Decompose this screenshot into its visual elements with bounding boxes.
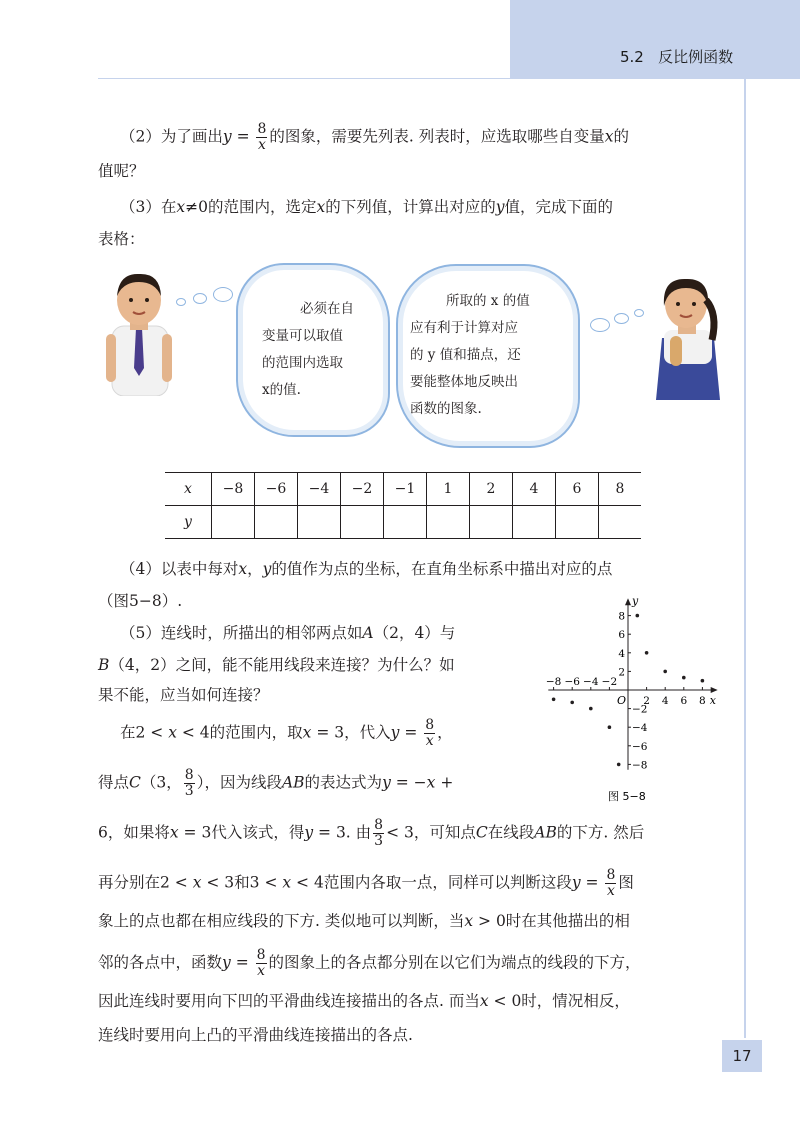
figure-caption: 图 5−8: [608, 790, 646, 803]
question-2-line-2: 值呢？: [98, 162, 145, 180]
table-cell-empty: [384, 506, 427, 539]
table-cell: −1: [384, 473, 427, 506]
data-point: [589, 707, 593, 711]
question-5-line-3: 果不能，应当如何连接？: [98, 686, 269, 704]
y-axis-arrow: [625, 598, 631, 605]
table-cell-empty: [212, 506, 255, 539]
paragraph-line-6: 邻的各点中，函数y = $\frac{8}{x}$ 的图象上的各点都分别在以它们为端点的线段的下方，: [98, 947, 641, 979]
x-tick-label: 2: [643, 695, 650, 707]
cloud-right-text: 所取的 x 的值 应有利于计算对应 的 y 值和描点，还 要能整体地反映出 函数的图象.: [410, 293, 530, 417]
table-cell-empty: [599, 506, 642, 539]
question-3-line-1: （3）在x≠0的范围内，选定x的下列值，计算出对应的y值，完成下面的: [120, 198, 614, 216]
table-header-x: x: [165, 473, 212, 506]
table-cell-empty: [556, 506, 599, 539]
y-tick-label: 2: [618, 666, 625, 679]
table-cell-empty: [513, 506, 556, 539]
section-title: 反比例函数: [658, 48, 734, 66]
data-point: [608, 725, 612, 729]
y-tick-label: −8: [632, 759, 648, 772]
question-2-line-1: （2）为了画出y = $\frac{8}{x}$ 的图象，需要先列表. 列表时，应选取哪些自变量x的: [120, 121, 630, 153]
value-table: [165, 472, 641, 539]
section-header: [620, 46, 733, 67]
table-cell-empty: [298, 506, 341, 539]
table-row-y: [165, 506, 641, 539]
table-row-x: [165, 473, 641, 506]
table-cell: 2: [470, 473, 513, 506]
table-header-y: y: [165, 506, 212, 539]
x-axis-arrow: [711, 687, 718, 693]
fraction: $\frac{8}{x}$: [606, 867, 616, 899]
question-5-line-1: （5）连线时，所描出的相邻两点如A（2，4）与: [120, 624, 456, 642]
table-cell: −4: [298, 473, 341, 506]
y-tick-label: 6: [618, 629, 625, 642]
question-5-line-2: B（4，2）之间，能不能用线段来连接？为什么？如: [98, 656, 455, 674]
boy-illustration: [100, 268, 178, 396]
page-number: 17: [722, 1040, 762, 1072]
fraction: $\frac{8}{x}$: [256, 947, 266, 979]
fraction: $\frac{8}{x}$: [425, 717, 435, 749]
thought-bubble-dot: [590, 318, 610, 332]
table-cell-empty: [341, 506, 384, 539]
x-tick-label: 4: [661, 695, 669, 707]
paragraph-line-7: 因此连线时要用向下凹的平滑曲线连接描出的各点. 而当x < 0时，情况相反，: [98, 992, 630, 1010]
x-tick-label: −8: [545, 676, 562, 688]
table-cell: −8: [212, 473, 255, 506]
data-point: [645, 651, 649, 655]
data-point: [552, 698, 556, 702]
paragraph-line-1: 在2 < x < 4的范围内，取x = 3，代入y = $\frac{8}{x}$ ，: [120, 717, 453, 749]
thought-bubble-dot: [614, 313, 629, 324]
origin-label: O: [617, 694, 627, 707]
table-cell: 4: [513, 473, 556, 506]
girl-illustration: [648, 274, 728, 406]
question-3-line-2: 表格：: [98, 230, 145, 248]
x-tick-label: 6: [680, 695, 688, 707]
paragraph-line-2: 得点C（3， $\frac{8}{3}$ ），因为线段AB的表达式为y = −x +: [98, 767, 454, 799]
paragraph-line-4: 再分别在2 < x < 3和3 < x < 4范围内各取一点，同样可以判断这段y = $\frac{8}{x}$ 图: [98, 867, 634, 899]
y-tick-label: −4: [632, 722, 648, 735]
section-number: 5.2: [620, 48, 644, 66]
fraction: $\frac{8}{3}$: [374, 817, 384, 849]
thought-bubble-dot: [176, 298, 186, 306]
table-cell-empty: [470, 506, 513, 539]
data-point: [663, 670, 667, 674]
paragraph-line-5: 象上的点也都在相应线段的下方. 类似地可以判断，当x > 0时在其他描出的相: [98, 912, 630, 930]
y-tick-label: −2: [632, 703, 648, 716]
header-rule: [98, 78, 800, 79]
y-axis-label: y: [632, 594, 639, 608]
x-tick-label: −2: [601, 676, 618, 688]
figure-5-8: [528, 590, 728, 806]
table-cell-empty: [427, 506, 470, 539]
margin-rule: [744, 78, 746, 1038]
paragraph-line-8: 连线时要用向上凸的平滑曲线连接描出的各点.: [98, 1026, 413, 1044]
data-point: [570, 701, 574, 705]
table-cell: 1: [427, 473, 470, 506]
y-tick-label: 4: [618, 647, 625, 660]
x-tick-label: −4: [583, 676, 599, 688]
data-point: [701, 679, 705, 683]
table-cell: −2: [341, 473, 384, 506]
question-4-line-2: （图5−8）.: [98, 592, 183, 610]
x-tick-label: −6: [564, 676, 580, 688]
y-tick-label: −6: [632, 740, 648, 753]
table-cell: −6: [255, 473, 298, 506]
thought-bubble-dot: [634, 309, 644, 317]
y-tick-label: 8: [618, 610, 625, 623]
x-tick-label: 8: [699, 695, 706, 707]
fraction: $\frac{8}{x}$: [257, 121, 267, 153]
thought-bubble-dot: [193, 293, 207, 304]
data-point: [636, 614, 640, 618]
data-point: [617, 763, 621, 767]
thought-bubble-dot: [213, 287, 233, 302]
table-cell: 6: [556, 473, 599, 506]
data-point: [682, 676, 686, 680]
question-4-line-1: （4）以表中每对x，y的值作为点的坐标，在直角坐标系中描出对应的点: [120, 560, 613, 578]
cloud-left-text: 必须在自 变量可以取值 的范围内选取 x的值.: [262, 301, 354, 398]
table-cell-empty: [255, 506, 298, 539]
x-axis-label: x: [709, 694, 716, 707]
paragraph-line-3: 6，如果将x = 3代入该式，得y = 3. 由 $\frac{8}{3}$ < 3，可知点C在线段AB的下方. 然后: [98, 817, 645, 849]
fraction: $\frac{8}{3}$: [184, 767, 194, 799]
table-cell: 8: [599, 473, 642, 506]
